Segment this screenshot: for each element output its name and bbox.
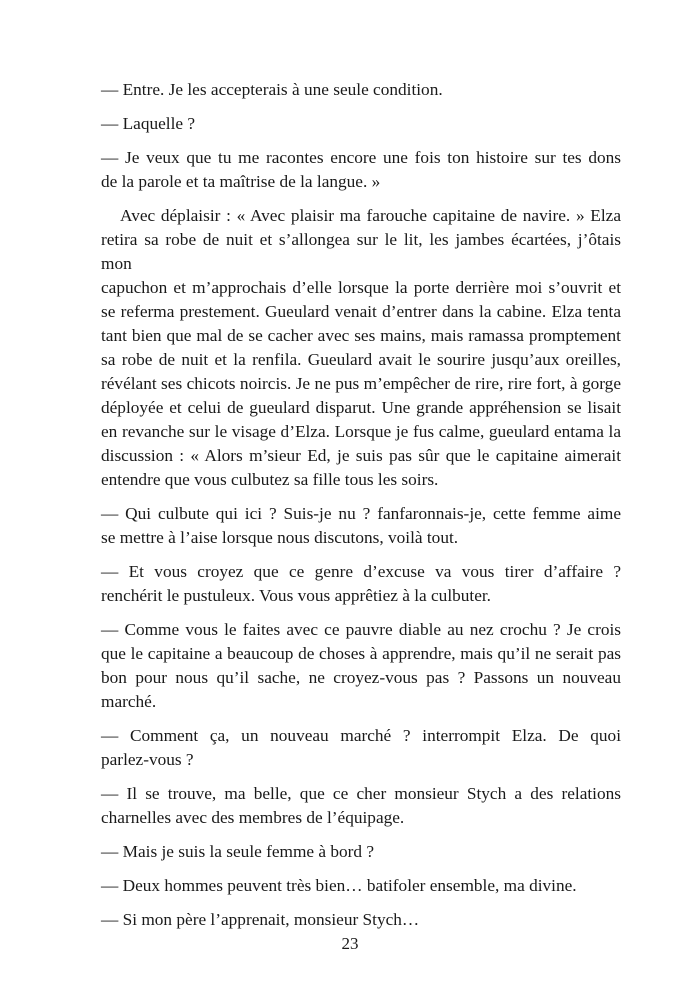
text-line: de la parole et ta maîtrise de la langue. » xyxy=(101,172,381,191)
text-line: entendre que vous culbutez sa fille tous les soirs. xyxy=(101,470,439,489)
text-line: révélant ses chicots noircis. Je ne pus m’empêcher de rire, rire fort, à gorge xyxy=(101,374,621,393)
page-body-text xyxy=(101,78,621,932)
text-line: — Entre. Je les accepterais à une seule condition. xyxy=(101,80,443,99)
text-line: retira sa robe de nuit et s’allongea sur le lit, les jambes écartées, j’ôtais mon xyxy=(101,230,621,273)
dialogue-paragraph xyxy=(101,618,621,714)
dialogue-paragraph xyxy=(101,874,621,898)
text-line: — Qui culbute qui ici ? Suis-je nu ? fanfaronnais-je, cette femme aime xyxy=(101,504,621,523)
narrative-paragraph xyxy=(101,204,621,492)
text-line: — Mais je suis la seule femme à bord ? xyxy=(101,842,375,861)
text-line: discussion : « Alors m’sieur Ed, je suis pas sûr que le capitaine aimerait xyxy=(101,446,621,465)
text-line: — Comment ça, un nouveau marché ? interrompit Elza. De quoi xyxy=(101,726,621,745)
text-line: — Comme vous le faites avec ce pauvre diable au nez crochu ? Je crois xyxy=(101,620,621,639)
text-line: marché. xyxy=(101,692,157,711)
dialogue-paragraph xyxy=(101,112,621,136)
text-line: sa robe de nuit et la renfila. Gueulard avait le sourire jusqu’aux oreilles, xyxy=(101,350,621,369)
text-line: bon pour nous qu’il sache, ne croyez-vous pas ? Passons un nouveau xyxy=(101,668,621,687)
dialogue-paragraph xyxy=(101,908,621,932)
text-line: — Laquelle ? xyxy=(101,114,196,133)
text-line: — Il se trouve, ma belle, que ce cher monsieur Stych a des relations xyxy=(101,784,621,803)
text-line: déployée et celui de gueulard disparut. Une grande appréhension se lisait xyxy=(101,398,621,417)
text-line: se mettre à l’aise lorsque nous discutons, voilà tout. xyxy=(101,528,459,547)
text-line: tant bien que mal de se cacher avec ses mains, mais ramassa promptement xyxy=(101,326,621,345)
dialogue-paragraph xyxy=(101,502,621,550)
text-line: se referma prestement. Gueulard venait d’entrer dans la cabine. Elza tenta xyxy=(101,302,621,321)
dialogue-paragraph xyxy=(101,78,621,102)
text-line: que le capitaine a beaucoup de choses à apprendre, mais qu’il ne serait pas xyxy=(101,644,621,663)
text-line: charnelles avec des membres de l’équipage. xyxy=(101,808,405,827)
dialogue-paragraph xyxy=(101,782,621,830)
text-line: parlez-vous ? xyxy=(101,750,194,769)
page-number: 23 xyxy=(341,934,359,953)
dialogue-paragraph xyxy=(101,724,621,772)
text-line: capuchon et m’approchais d’elle lorsque la porte derrière moi s’ouvrit et xyxy=(101,278,621,297)
text-line: renchérit le pustuleux. Vous vous apprêtiez à la culbuter. xyxy=(101,586,491,605)
text-line: — Je veux que tu me racontes encore une fois ton histoire sur tes dons xyxy=(101,148,621,167)
text-line: en revanche sur le visage d’Elza. Lorsque je fus calme, gueulard entama la xyxy=(101,422,621,441)
text-line: Avec déplaisir : « Avec plaisir ma farouche capitaine de navire. » Elza xyxy=(120,206,621,225)
text-line: — Deux hommes peuvent très bien… batifoler ensemble, ma divine. xyxy=(101,876,577,895)
dialogue-paragraph xyxy=(101,560,621,608)
text-line: — Si mon père l’apprenait, monsieur Stych… xyxy=(101,910,420,929)
dialogue-paragraph xyxy=(101,146,621,194)
dialogue-paragraph xyxy=(101,840,621,864)
text-line: — Et vous croyez que ce genre d’excuse va vous tirer d’affaire ? xyxy=(101,562,621,581)
